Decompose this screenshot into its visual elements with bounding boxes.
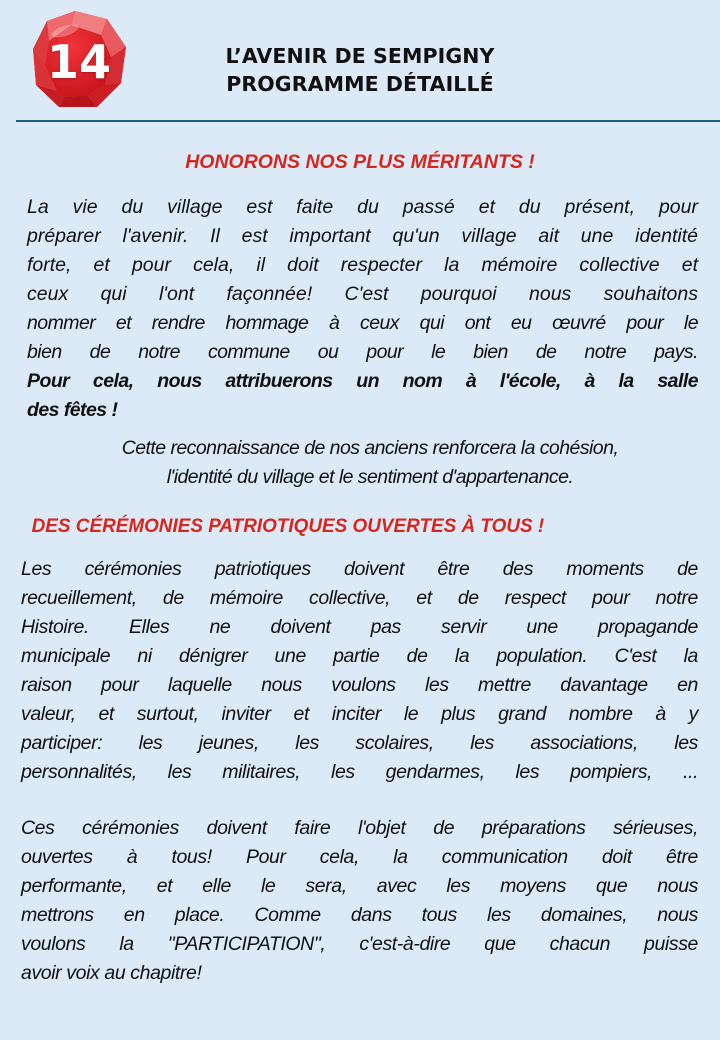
text-line: participer: les jeunes, les scolaires, les associations, les (21, 732, 698, 754)
text-line: voulons la "PARTICIPATION", c'est-à-dire que chacun puisse (21, 933, 698, 955)
page-number-badge (31, 9, 127, 111)
header-divider (16, 120, 720, 122)
caption-line: Cette reconnaissance de nos anciens renforcera la cohésion, (121, 437, 619, 459)
badge-number: 14 (46, 35, 111, 89)
text-line: préparer l'avenir. Il est important qu'un village ait une identité (27, 225, 698, 247)
text-line: ceux qui l'ont façonnée! C'est pourquoi nous souhaitons (27, 283, 698, 305)
text-line: forte, et pour cela, il doit respecter la mémoire collective et (27, 254, 698, 276)
text-line: personnalités, les militaires, les gendarmes, les pompiers, ... (21, 761, 698, 783)
section-heading-honorons: HONORONS NOS PLUS MÉRITANTS ! (185, 151, 535, 173)
page-title (180, 42, 540, 98)
section-1-paragraph (27, 193, 698, 425)
bold-text-line: des fêtes ! (27, 399, 118, 421)
section-heading-ceremonies: DES CÉRÉMONIES PATRIOTIQUES OUVERTES À TOUS ! (31, 515, 545, 537)
text-line: raison pour laquelle nous voulons les mettre davantage en (21, 674, 698, 696)
text-line: Ces cérémonies doivent faire l'objet de préparations sérieuses, (21, 817, 698, 839)
section-2-paragraph-2 (21, 814, 698, 988)
text-line: Les cérémonies patriotiques doivent être des moments de (21, 558, 698, 580)
text-line: avoir voix au chapitre! (21, 962, 202, 984)
text-line: Histoire. Elles ne doivent pas servir une propagande (21, 616, 698, 638)
text-line: ouvertes à tous! Pour cela, la communication doit être (21, 846, 698, 868)
title-line-1: L’AVENIR DE SEMPIGNY (225, 44, 495, 68)
section-2-paragraph-1 (21, 555, 698, 787)
title-line-2: PROGRAMME DÉTAILLÉ (226, 72, 494, 96)
text-line: La vie du village est faite du passé et du présent, pour (27, 196, 698, 218)
text-line: municipale ni dénigrer une partie de la population. C'est la (21, 645, 698, 667)
text-line: nommer et rendre hommage à ceux qui ont eu œuvré pour le (27, 312, 698, 334)
bold-text-line: Pour cela, nous attribuerons un nom à l'école, à la salle (27, 370, 698, 392)
caption-line: l'identité du village et le sentiment d'appartenance. (166, 466, 574, 488)
text-line: valeur, et surtout, inviter et inciter le plus grand nombre à y (21, 703, 698, 725)
text-line: mettrons en place. Comme dans tous les domaines, nous (21, 904, 698, 926)
section-1-caption (20, 434, 720, 492)
text-line: performante, et elle le sera, avec les moyens que nous (21, 875, 698, 897)
text-line: recueillement, de mémoire collective, et de respect pour notre (21, 587, 698, 609)
text-line: bien de notre commune ou pour le bien de notre pays. (27, 341, 698, 363)
